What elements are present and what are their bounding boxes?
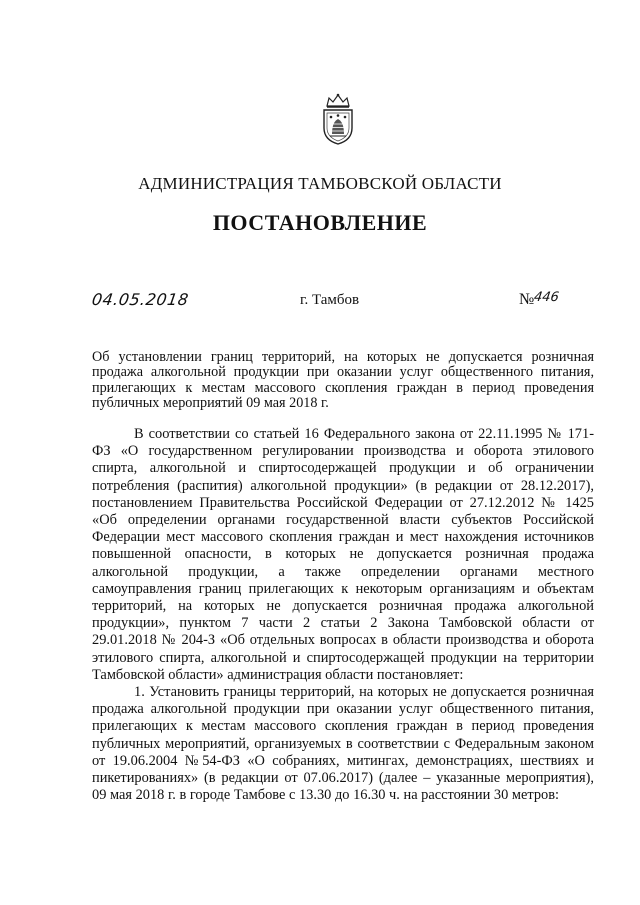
number-value: 446 <box>533 290 561 305</box>
document-type-title: ПОСТАНОВЛЕНИЕ <box>212 210 428 235</box>
document-number <box>519 290 559 309</box>
document-date: 04.05.2018 <box>90 290 190 309</box>
document-city: г. Тамбов <box>300 292 360 308</box>
tambov-coat-of-arms-icon <box>318 92 358 146</box>
issuing-authority: АДМИНИСТРАЦИЯ ТАМБОВСКОЙ ОБЛАСТИ <box>138 174 502 193</box>
document-body <box>92 426 594 804</box>
body-paragraph-item-1: 1. Установить границы территорий, на которых не допускается розничная продажа алкогольной продукции при оказании услуг общественного питания, прилегающих к местам массового скопления граждан в период проведения публичных мероприятий, организуемых в соответствии с Федеральным законом от 19.06.2004 №54-ФЗ «О собраниях, митингах, демонстрациях, шествиях и пикетированиях» (в редакции от 07.06.2017) (далее – указанные мероприятия), 09 мая 2018 г. в городе Тамбове с 13.30 до 16.30 ч. на расстоянии 30 метров: <box>92 684 594 804</box>
number-sign: № <box>519 291 535 308</box>
document-subject: Об установлении границ территорий, на которых не допускается розничная продажа алкогольной продукции при оказании услуг общественного питания, прилегающих к местам массового скопления граждан в период проведения публичных мероприятий 09 мая 2018 г. <box>92 349 594 412</box>
body-paragraph-preamble: В соответствии со статьей 16 Федерального закона от 22.11.1995 № 171-ФЗ «О государственном регулировании производства и оборота этилового спирта, алкогольной и спиртосодержащей продукции и об ограничении потребления (распития) алкогольной продукции» (в редакции от 28.12.2017), постановлением Правительства Российской Федерации от 27.12.2012 № 1425 «Об определении органами государственной власти субъектов Российской Федерации мест массового скопления граждан и мест нахождения источников повышенной опасности, в которых не допускается розничная продажа алкогольной продукции, а также определении органами местного самоуправления границ прилегающих к некоторым организациям и объектам территорий, на которых не допускается розничная продажа алкогольной продукции», пунктом 7 части 2 статьи 2 Закона Тамбовской области от 29.01.2018 № 204-З «Об отдельных вопросах в области производства и оборота этилового спирта, алкогольной и спиртосодержащей продукции на территории Тамбовской области» администрация области постановляет: <box>92 426 594 683</box>
